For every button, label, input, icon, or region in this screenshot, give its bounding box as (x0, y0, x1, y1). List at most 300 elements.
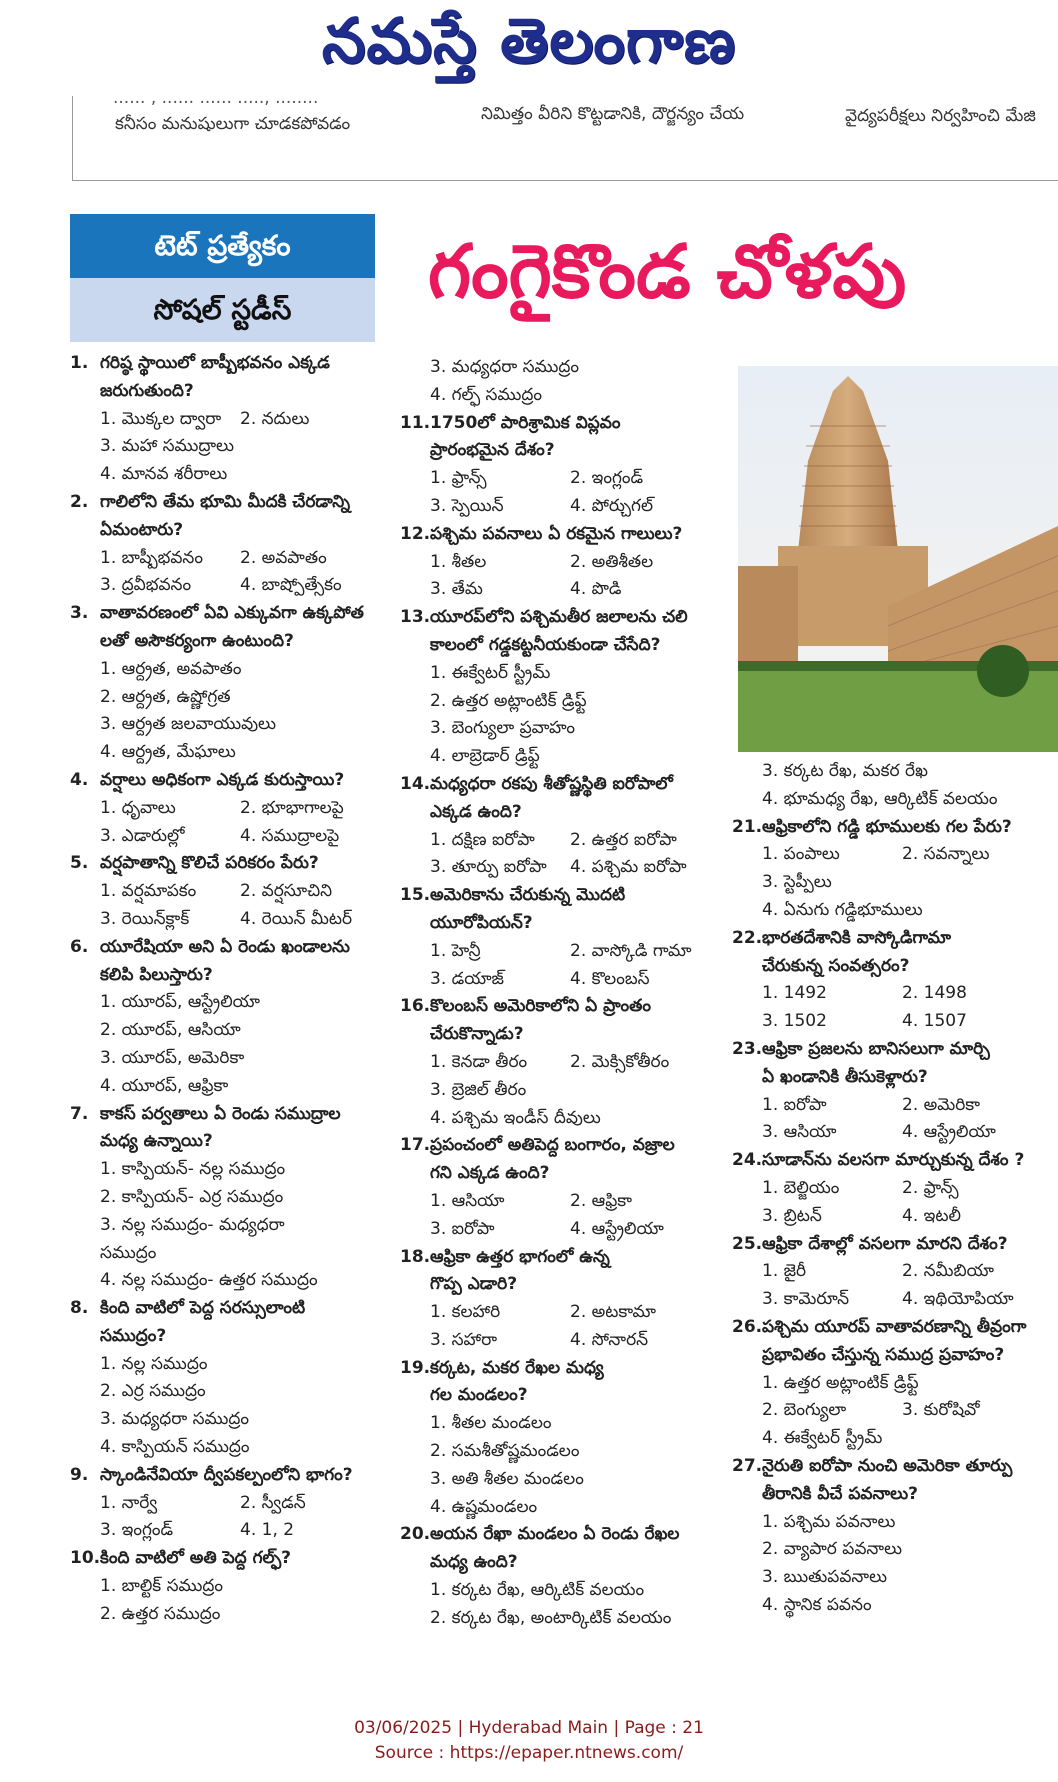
question-text: పశ్చిమ యూరప్ వాతావరణాన్ని తీవ్రంగా (762, 1316, 1027, 1337)
question-line (70, 1295, 388, 1323)
question-line (70, 850, 388, 878)
question-number (732, 1481, 762, 1509)
question-item (400, 1521, 730, 1632)
question-number (400, 1549, 430, 1577)
answer-option-row (732, 980, 1058, 1008)
answer-option-row (400, 1188, 730, 1216)
answer-option: 2. ఉత్తర ఐరోపా (570, 829, 677, 850)
answer-option: 2. బెంగ్యులా (762, 1400, 847, 1421)
question-number: 26. (732, 1316, 763, 1337)
question-text: ఆఫ్రికాలోని గడ్డి భూములకు గల పేరు? (762, 816, 1012, 837)
answer-option: 1. కలహారి (430, 1302, 501, 1323)
answer-option-row (400, 576, 730, 604)
question-item (400, 771, 730, 882)
answer-option: 3. ఎడారుల్లో (100, 825, 185, 846)
question-line (732, 1147, 1058, 1175)
question-number: 25. (732, 1233, 763, 1254)
question-item (732, 1231, 1058, 1314)
question-number (70, 962, 100, 990)
answer-option: 2. ఉత్తర సముద్రం (100, 1603, 221, 1624)
answer-option: 4. మానవ శరీరాలు (100, 464, 228, 485)
answer-option: 2. కర్కట రేఖ, అంటార్కిటిక్ వలయం (430, 1607, 672, 1628)
question-line (732, 1231, 1058, 1259)
question-item (70, 1101, 388, 1296)
question-number: 9. (70, 1464, 89, 1485)
question-item (400, 993, 730, 1132)
question-text: లతో అసౌకర్యంగా ఉంటుంది? (100, 630, 294, 651)
question-line (70, 489, 388, 517)
question-text: అయన రేఖా మండలం ఏ రెండు రేఖల (430, 1524, 680, 1545)
answer-option: 4. కాస్పియన్ సముద్రం (100, 1437, 250, 1458)
answer-option: 2. సవన్నాలు (902, 844, 990, 865)
question-line (732, 1481, 1058, 1509)
question-line (70, 767, 388, 795)
answer-option: 3. స్టెప్పీలు (762, 872, 832, 893)
answer-option-row (70, 795, 388, 823)
answer-option: 2. యూరప్, ఆసియా (100, 1020, 241, 1041)
answer-option-row (70, 1517, 388, 1545)
question-line (400, 1355, 730, 1383)
question-text: స్కాండినేవియా ద్వీపకల్పంలోని భాగం? (100, 1464, 353, 1485)
answer-option-row (732, 1175, 1058, 1203)
question-text: తీరానికి వీచే పవనాలు? (762, 1483, 918, 1504)
question-text: జరుగుతుంది? (100, 380, 194, 401)
answer-option: 3. బెంగ్యులా ప్రవాహం (430, 718, 575, 739)
question-item (400, 521, 730, 604)
questions-column-2 (400, 354, 730, 1633)
question-line (400, 632, 730, 660)
question-text: 1750లో పారిశ్రామిక విప్లవం (430, 412, 621, 433)
answer-option: 1. జైరీ (762, 1261, 807, 1282)
answer-option-row (732, 1092, 1058, 1120)
question-item (732, 814, 1058, 925)
question-number (400, 799, 430, 827)
strip-text: నిమిత్తం వీరిని కొట్టడానికి, దౌర్జన్యం చేయ (481, 104, 745, 124)
answer-option: 2. స్వీడన్ (240, 1492, 306, 1513)
question-text: గరిష్ఠ స్థాయిలో బాష్పీభవనం ఎక్కడ (100, 353, 330, 373)
answer-option-row (400, 493, 730, 521)
answer-option: 3. బ్రెజిల్ తీరం (430, 1079, 527, 1100)
answer-option: 2. వ్యాపార పవనాలు (762, 1539, 903, 1560)
answer-option: 3. ద్రవీభవనం (100, 575, 192, 596)
question-number: 13. (400, 607, 431, 628)
question-line (732, 1453, 1058, 1481)
question-number: 23. (732, 1038, 763, 1059)
answer-option: 4. భూమధ్య రేఖ, ఆర్కిటిక్ వలయం (762, 788, 998, 809)
answer-option: 3. కామెరూన్ (762, 1289, 850, 1310)
answer-option: 1. ఆర్ద్రత, అవపాతం (100, 658, 242, 679)
answer-option-row (70, 406, 388, 434)
answer-option: 1. మొక్కల ద్వారా (100, 408, 222, 429)
answer-option-row (70, 906, 388, 934)
question-line (400, 1521, 730, 1549)
question-line (70, 962, 388, 990)
answer-option: 1. నల్ల సముద్రం (100, 1353, 208, 1374)
question-number (400, 1271, 430, 1299)
question-text: కాకస్ పర్వతాలు ఏ రెండు సముద్రాల (100, 1103, 341, 1124)
question-text: వాతావరణంలో ఏవి ఎక్కువగా ఉక్కపోత (100, 603, 364, 624)
answer-option: 2. కాస్పియన్- ఎర్ర సముద్రం (100, 1186, 284, 1207)
questions-column-3 (732, 758, 1058, 1620)
question-number (732, 953, 762, 981)
question-number: 6. (70, 936, 89, 957)
answer-option: 1. 1492 (762, 983, 827, 1004)
question-item (400, 1355, 730, 1522)
answer-option: 4. రెయిన్ మీటర్ (240, 908, 353, 929)
questions-column-1 (70, 350, 388, 1629)
question-line (400, 799, 730, 827)
answer-option: 1. కర్కట రేఖ, ఆర్కిటిక్ వలయం (430, 1580, 645, 1601)
answer-option-row (400, 966, 730, 994)
question-line (400, 410, 730, 438)
question-line (70, 1128, 388, 1156)
question-item (732, 925, 1058, 1036)
answer-option: 4. నల్ల సముద్రం- ఉత్తర సముద్రం (100, 1270, 318, 1291)
answer-option-row (70, 823, 388, 851)
question-line (400, 1244, 730, 1272)
question-item (70, 1295, 388, 1462)
answer-option-row (732, 1286, 1058, 1314)
answer-option: 3. తూర్పు ఐరోపా (430, 857, 547, 878)
question-item (70, 489, 388, 600)
question-number: 21. (732, 816, 763, 837)
question-number: 7. (70, 1103, 89, 1124)
question-number: 2. (70, 491, 89, 512)
answer-option-row (732, 841, 1058, 869)
answer-option: 3. మధ్యధరా సముద్రం (430, 357, 580, 377)
answer-option: 4. ఉష్ణమండలం (430, 1496, 538, 1517)
question-line (400, 1382, 730, 1410)
question-text: గని ఎక్కడ ఉంది? (430, 1163, 550, 1184)
answer-option-row (400, 938, 730, 966)
question-text: కొలంబస్ అమెరికాలోని ఏ ప్రాంతం (430, 996, 651, 1017)
question-number: 27. (732, 1455, 763, 1476)
answer-option: 3. ఋతుపవనాలు (762, 1567, 888, 1588)
question-item (70, 1545, 388, 1628)
answer-option-row (732, 1008, 1058, 1036)
question-text: యూరేషియా అని ఏ రెండు ఖండాలను (100, 936, 350, 957)
question-text: యూరోపియన్? (430, 912, 533, 933)
answer-option: 2. అటకామా (570, 1302, 657, 1323)
question-number: 10. (70, 1548, 101, 1569)
answer-option: సముద్రం (100, 1242, 157, 1263)
question-line (70, 378, 388, 406)
answer-option: 4. స్థానిక పవనం (762, 1594, 872, 1615)
strip-text: ...... , ...... ...... ....., ........ (113, 88, 319, 108)
answer-option-row (732, 1397, 1058, 1425)
answer-option: 4. ఆస్ట్రేలియా (570, 1218, 664, 1239)
answer-option: 1. ఉత్తర అట్లాంటిక్ డ్రిఫ్ట్ (762, 1372, 919, 1393)
answer-option-row (400, 1216, 730, 1244)
answer-option: 1. శీతల (430, 551, 487, 572)
answer-option: 3. తేమ (430, 579, 483, 600)
answer-option: 4. ఆస్ట్రేలియా (902, 1122, 996, 1143)
answer-option-row (732, 1119, 1058, 1147)
answer-option: 4. సోనారన్ (570, 1329, 649, 1350)
answer-option: 1. దక్షిణ ఐరోపా (430, 829, 535, 850)
answer-option: 4. గల్ఫ్ సముద్రం (430, 384, 542, 405)
answer-option: 1. పంపాలు (762, 844, 840, 865)
question-line (70, 628, 388, 656)
answer-option-row (400, 549, 730, 577)
answer-option: 2. అవపాతం (240, 547, 327, 568)
answer-option: 3. డయాజ్ (430, 968, 504, 989)
question-line (70, 1462, 388, 1490)
question-text: భారతదేశానికి వాస్కోడిగామా (762, 927, 952, 948)
question-line (400, 771, 730, 799)
answer-option: 3. 1502 (762, 1011, 827, 1032)
answer-option: 4. పోర్చుగల్ (570, 495, 654, 516)
question-line (400, 437, 730, 465)
question-text: యూరప్‌లోని పశ్చిమతీర జలాలను చలి (430, 607, 688, 628)
question-text: కింది వాటిలో అతి పెద్ద గల్ఫ్? (100, 1548, 291, 1569)
answer-option: 1. ఈక్వేటర్ స్ట్రీమ్ (430, 662, 551, 683)
answer-option: 3. అతి శీతల మండలం (430, 1468, 584, 1489)
answer-option: 1. ఫ్రాన్స్ (430, 468, 487, 489)
question-line (732, 1036, 1058, 1064)
previous-article-strip (72, 88, 1058, 181)
answer-option: 3. బ్రిటన్ (762, 1205, 822, 1226)
answer-option: 4. ఏనుగు గడ్డిభూములు (762, 899, 923, 920)
question-text: గాలిలోని తేమ భూమి మీదకి చేరడాన్ని (100, 491, 350, 512)
question-item (732, 1453, 1058, 1620)
question-number (732, 1342, 762, 1370)
question-item (400, 604, 730, 771)
answer-option: 1. ఐరోపా (762, 1094, 827, 1115)
answer-option: 1. హెన్రీ (430, 940, 481, 961)
answer-option: 3. ఇంగ్లండ్ (100, 1520, 174, 1541)
question-text: ఆఫ్రికా ఉత్తర భాగంలో ఉన్న (430, 1246, 610, 1267)
question-text: సూడాన్‌ను వలసగా మార్చుకున్న దేశం ? (762, 1150, 1025, 1171)
question-line (400, 910, 730, 938)
answer-option: 2. ఎర్ర సముద్రం (100, 1381, 206, 1402)
question-line (732, 953, 1058, 981)
question-number (400, 1021, 430, 1049)
answer-option: 4. ఇటలీ (902, 1205, 961, 1226)
question-text: వర్షపాతాన్ని కొలిచే పరికరం పేరు? (100, 853, 319, 874)
answer-option: 3. సహారా (430, 1329, 498, 1350)
question-number (400, 1160, 430, 1188)
question-number (70, 1128, 100, 1156)
question-item (70, 350, 388, 489)
answer-option: 3. యూరప్, అమెరికా (100, 1047, 245, 1068)
answer-option-row (400, 465, 730, 493)
question-number: 12. (400, 523, 431, 544)
answer-option: 2. వాస్కోడి గామా (570, 940, 692, 961)
question-number: 16. (400, 996, 431, 1017)
answer-option-row (70, 1490, 388, 1518)
answer-option: 1. ధృవాలు (100, 797, 176, 818)
question-item (732, 1314, 1058, 1453)
question-text: ప్రపంచంలో అతిపెద్ద బంగారం, వజ్రాల (430, 1135, 675, 1156)
answer-option: 3. మహా సముద్రాలు (100, 436, 234, 457)
answer-option: 2. భూభాగాలపై (240, 797, 344, 818)
question-text: చేరుకొన్నాడు? (430, 1024, 524, 1045)
question-line (400, 521, 730, 549)
answer-option: 1. బెల్జియం (762, 1177, 840, 1198)
answer-option: 2. నమీబియా (902, 1261, 994, 1282)
answer-option: 4. 1507 (902, 1011, 967, 1032)
question-item (70, 934, 388, 1101)
question-number (70, 628, 100, 656)
strip-text: కనీసం మనుషులుగా చూడకపోవడం (115, 114, 351, 134)
answer-option: 2. అమెరికా (902, 1094, 981, 1115)
question-line (70, 1101, 388, 1129)
strip-text: వైద్యపరీక్షలు నిర్వహించి మేజి (845, 106, 1036, 126)
answer-option: 1. బాల్టిక్ సముద్రం (100, 1576, 224, 1597)
question-line (70, 1323, 388, 1351)
answer-option: 3. ఆసియా (762, 1122, 837, 1143)
answer-option: 3. కురోషివో (902, 1400, 980, 1421)
question-item (70, 1462, 388, 1545)
answer-option: 4. 1, 2 (240, 1520, 295, 1541)
article-headline: గంగైకొండ చోళపు (428, 229, 907, 315)
question-line (732, 1064, 1058, 1092)
question-text: కర్కట, మకర రేఖల మధ్య (430, 1357, 604, 1378)
answer-option: 4. సముద్రాలపై (240, 825, 340, 846)
question-text: నైరుతి ఐరోపా నుంచి అమెరికా తూర్పు (762, 1455, 1013, 1476)
question-line (732, 1342, 1058, 1370)
question-text: ఆఫ్రికా దేశాల్లో వసలగా మారని దేశం? (762, 1233, 1008, 1254)
question-number (400, 632, 430, 660)
question-number: 24. (732, 1150, 763, 1171)
question-number: 19. (400, 1357, 431, 1378)
footer-date-edition: 03/06/2025 | Hyderabad Main | Page : 21 (354, 1718, 704, 1738)
question-number: 3. (70, 603, 89, 624)
question-text: కలిపి పిలుస్తారు? (100, 964, 213, 985)
question-number: 8. (70, 1298, 89, 1319)
question-number (732, 1064, 762, 1092)
question-item (400, 1244, 730, 1355)
answer-option: 4. పొడి (570, 579, 622, 600)
answer-option: 3. ఆర్ద్రత జలవాయువులు (100, 714, 276, 735)
question-text: ప్రారంభమైన దేశం? (430, 440, 555, 461)
answer-option-row (70, 545, 388, 573)
question-line (70, 517, 388, 545)
answer-option: 4. కొలంబస్ (570, 968, 650, 989)
answer-option-row (400, 1327, 730, 1355)
answer-option: 1. బాష్పీభవనం (100, 547, 203, 568)
question-text: ఏ ఖండానికి తీసుకెళ్లారు? (762, 1066, 928, 1087)
answer-option-row (400, 1049, 730, 1077)
question-text: ఏమంటారు? (100, 519, 184, 540)
answer-option: 4. బాష్పోత్సేకం (240, 575, 342, 596)
answer-option: 2. ఆర్ద్రత, ఉష్ణోగ్రత (100, 686, 231, 707)
answer-option: 3. మధ్యధరా సముద్రం (100, 1409, 250, 1430)
question-text: మధ్య ఉన్నాయి? (100, 1131, 213, 1152)
answer-option-row (400, 854, 730, 882)
question-number (400, 437, 430, 465)
question-item (400, 882, 730, 993)
question-number: 5. (70, 853, 89, 874)
question-number (400, 910, 430, 938)
masthead (0, 0, 1058, 82)
question-number: 4. (70, 769, 89, 790)
question-number: 17. (400, 1135, 431, 1156)
question-line (70, 934, 388, 962)
question-text: కింది వాటిలో పెద్ద సరస్సులాంటి (100, 1298, 306, 1319)
answer-option-row (400, 827, 730, 855)
answer-option: 4. లాబ్రెడార్ డ్రిఫ్ట్ (430, 746, 540, 767)
answer-option: 3. నల్ల సముద్రం- మధ్యధరా (100, 1214, 285, 1235)
answer-option: 3. స్పెయిన్ (430, 495, 504, 516)
question-number: 14. (400, 773, 431, 794)
answer-option: 3. కర్కట రేఖ, మకర రేఖ (762, 761, 928, 781)
answer-option: 4. పశ్చిమ ఇండీస్ దీవులు (430, 1107, 601, 1128)
question-number (70, 378, 100, 406)
question-line (70, 350, 388, 378)
question-line (70, 1545, 388, 1573)
question-line (400, 1160, 730, 1188)
answer-option-row (400, 1299, 730, 1327)
question-text: ఎక్కడ ఉంది? (430, 801, 522, 822)
answer-option-row (70, 878, 388, 906)
question-number (70, 1323, 100, 1351)
question-number: 11. (400, 412, 431, 433)
answer-option: 4. ఆర్ద్రత, మేఘాలు (100, 742, 236, 763)
answer-option: 2. ఉత్తర అట్లాంటిక్ డ్రిఫ్ట్ (430, 690, 587, 711)
question-line (732, 814, 1058, 842)
question-text: చేరుకున్న సంవత్సరం? (762, 955, 910, 976)
answer-option: 4. ఇథియోపియా (902, 1289, 1014, 1310)
answer-option: 1. వర్షమాపకం (100, 881, 197, 902)
answer-option: 2. నదులు (240, 408, 310, 429)
question-text: సముద్రం? (100, 1325, 167, 1346)
question-item (400, 1132, 730, 1243)
section-label-subject: సోషల్ స్టడీస్ (70, 278, 375, 342)
question-item (70, 850, 388, 933)
question-number (70, 517, 100, 545)
question-item (400, 410, 730, 521)
question-text: గొప్ప ఎడారి? (430, 1274, 518, 1295)
answer-option: 1. యూరప్, ఆస్ట్రేలియా (100, 992, 260, 1013)
question-item (70, 600, 388, 767)
answer-option: 1. నార్వే (100, 1492, 158, 1513)
question-line (400, 1021, 730, 1049)
temple-photo (738, 366, 1058, 752)
answer-option-row (70, 572, 388, 600)
answer-option: 2. 1498 (902, 983, 967, 1004)
answer-option: 2. మెక్సికోతీరం (570, 1051, 670, 1072)
question-text: అమెరికాను చేరుకున్న మొదటి (430, 885, 626, 906)
answer-option-row (732, 1258, 1058, 1286)
answer-option: 2. అతిశీతల (570, 551, 654, 572)
answer-option: 4. పశ్చిమ ఐరోపా (570, 857, 687, 878)
question-text: మధ్య ఉంది? (430, 1552, 518, 1573)
answer-option: 1. పశ్చిమ పవనాలు (762, 1511, 896, 1532)
question-text: ప్రభావితం చేస్తున్న సముద్ర ప్రవాహం? (762, 1344, 1005, 1365)
answer-option-row (732, 1203, 1058, 1231)
question-number: 15. (400, 885, 431, 906)
answer-option: 1. కాస్పియన్- నల్ల సముద్రం (100, 1159, 286, 1180)
answer-option: 2. ఇంగ్లండ్ (570, 468, 644, 489)
question-number: 18. (400, 1246, 431, 1267)
question-number: 22. (732, 927, 763, 948)
question-number (400, 1382, 430, 1410)
answer-option: 1. కెనడా తీరం (430, 1051, 528, 1072)
answer-option: 1. ఆసియా (430, 1190, 505, 1211)
question-line (400, 882, 730, 910)
question-text: గల మండలం? (430, 1385, 528, 1406)
answer-option: 2. వర్షసూచిని (240, 881, 333, 902)
answer-option: 2. ఫ్రాన్స్ (902, 1177, 959, 1198)
question-line (400, 604, 730, 632)
question-line (400, 1271, 730, 1299)
answer-option: 3. రెయిన్‌క్లాక్ (100, 908, 190, 929)
question-item (732, 1147, 1058, 1230)
answer-option: 1. శీతల మండలం (430, 1413, 552, 1434)
newspaper-logo: నమస్తే తెలంగాణ (321, 4, 737, 77)
